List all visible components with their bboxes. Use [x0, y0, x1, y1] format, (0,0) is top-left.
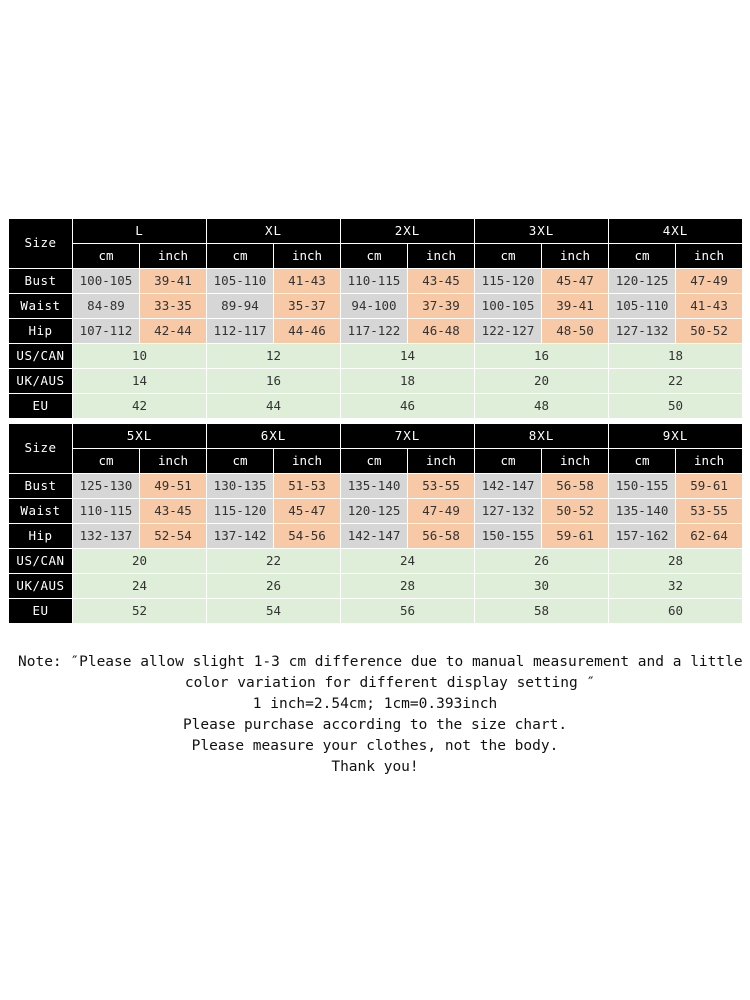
cell-us-can-7XL: 24: [341, 549, 475, 574]
cell-eu-XL: 44: [207, 394, 341, 419]
cell-uk-aus-8XL: 30: [475, 574, 609, 599]
row-label-bust: Bust: [9, 269, 73, 294]
cell-waist-inch-4XL: 41-43: [676, 294, 743, 319]
cell-waist-cm-5XL: 110-115: [73, 499, 140, 524]
cell-waist-inch-L: 33-35: [140, 294, 207, 319]
cell-waist-cm-2XL: 94-100: [341, 294, 408, 319]
note-line-3: 1 inch=2.54cm; 1cm=0.393inch: [252, 696, 498, 712]
header-size-L: L: [73, 219, 207, 244]
cell-hip-inch-L: 42-44: [140, 319, 207, 344]
header-size-label: Size: [9, 424, 73, 474]
cell-bust-inch-7XL: 53-55: [408, 474, 475, 499]
note-line-5: Please measure your clothes, not the body.: [191, 738, 559, 754]
header-unit-inch: inch: [408, 449, 475, 474]
cell-us-can-2XL: 14: [341, 344, 475, 369]
cell-bust-cm-3XL: 115-120: [475, 269, 542, 294]
cell-hip-inch-3XL: 48-50: [542, 319, 609, 344]
cell-bust-cm-5XL: 125-130: [73, 474, 140, 499]
header-size-XL: XL: [207, 219, 341, 244]
cell-hip-cm-L: 107-112: [73, 319, 140, 344]
cell-waist-cm-7XL: 120-125: [341, 499, 408, 524]
cell-hip-inch-2XL: 46-48: [408, 319, 475, 344]
cell-waist-inch-5XL: 43-45: [140, 499, 207, 524]
cell-bust-inch-5XL: 49-51: [140, 474, 207, 499]
cell-uk-aus-4XL: 22: [609, 369, 743, 394]
cell-hip-cm-3XL: 122-127: [475, 319, 542, 344]
header-size-7XL: 7XL: [341, 424, 475, 449]
cell-waist-inch-6XL: 45-47: [274, 499, 341, 524]
table-row: [9, 499, 743, 524]
cell-bust-inch-2XL: 43-45: [408, 269, 475, 294]
cell-uk-aus-5XL: 24: [73, 574, 207, 599]
note-line-2: color variation for different display setting ″: [184, 675, 596, 691]
cell-hip-inch-4XL: 50-52: [676, 319, 743, 344]
cell-bust-inch-6XL: 51-53: [274, 474, 341, 499]
table-row: [9, 344, 743, 369]
size-table-block-1: [8, 218, 743, 419]
row-label-uk-aus: UK/AUS: [9, 574, 73, 599]
cell-bust-cm-4XL: 120-125: [609, 269, 676, 294]
cell-us-can-3XL: 16: [475, 344, 609, 369]
header-unit-cm: cm: [73, 449, 140, 474]
header-unit-cm: cm: [341, 449, 408, 474]
cell-bust-inch-9XL: 59-61: [676, 474, 743, 499]
header-size-5XL: 5XL: [73, 424, 207, 449]
header-unit-cm: cm: [475, 244, 542, 269]
cell-eu-7XL: 56: [341, 599, 475, 624]
header-unit-inch: inch: [542, 449, 609, 474]
cell-hip-inch-XL: 44-46: [274, 319, 341, 344]
header-unit-cm: cm: [609, 449, 676, 474]
cell-waist-inch-2XL: 37-39: [408, 294, 475, 319]
row-label-us-can: US/CAN: [9, 549, 73, 574]
cell-waist-inch-3XL: 39-41: [542, 294, 609, 319]
header-unit-cm: cm: [475, 449, 542, 474]
cell-waist-inch-8XL: 50-52: [542, 499, 609, 524]
cell-eu-2XL: 46: [341, 394, 475, 419]
header-unit-cm: cm: [609, 244, 676, 269]
header-size-label: Size: [9, 219, 73, 269]
cell-uk-aus-9XL: 32: [609, 574, 743, 599]
cell-bust-inch-L: 39-41: [140, 269, 207, 294]
table-header-row-sizes: [9, 219, 743, 244]
cell-waist-cm-8XL: 127-132: [475, 499, 542, 524]
cell-waist-cm-9XL: 135-140: [609, 499, 676, 524]
cell-hip-cm-2XL: 117-122: [341, 319, 408, 344]
cell-hip-inch-6XL: 54-56: [274, 524, 341, 549]
cell-bust-cm-7XL: 135-140: [341, 474, 408, 499]
cell-eu-4XL: 50: [609, 394, 743, 419]
cell-waist-inch-9XL: 53-55: [676, 499, 743, 524]
cell-hip-cm-7XL: 142-147: [341, 524, 408, 549]
table-header-row-units: [9, 244, 743, 269]
table-row: [9, 524, 743, 549]
row-label-waist: Waist: [9, 499, 73, 524]
cell-waist-cm-XL: 89-94: [207, 294, 274, 319]
notes-section: [0, 652, 750, 778]
header-unit-inch: inch: [140, 244, 207, 269]
table-row: [9, 474, 743, 499]
size-chart-container: [8, 218, 742, 624]
cell-hip-inch-5XL: 52-54: [140, 524, 207, 549]
header-unit-inch: inch: [140, 449, 207, 474]
note-line-6: Thank you!: [331, 759, 419, 775]
table-row: [9, 599, 743, 624]
cell-bust-inch-4XL: 47-49: [676, 269, 743, 294]
cell-eu-3XL: 48: [475, 394, 609, 419]
header-size-4XL: 4XL: [609, 219, 743, 244]
header-unit-inch: inch: [676, 449, 743, 474]
table-row: [9, 294, 743, 319]
header-unit-inch: inch: [274, 244, 341, 269]
row-label-us-can: US/CAN: [9, 344, 73, 369]
cell-bust-cm-L: 100-105: [73, 269, 140, 294]
cell-bust-cm-2XL: 110-115: [341, 269, 408, 294]
header-unit-inch: inch: [274, 449, 341, 474]
row-label-eu: EU: [9, 394, 73, 419]
cell-eu-6XL: 54: [207, 599, 341, 624]
cell-us-can-9XL: 28: [609, 549, 743, 574]
table-row: [9, 319, 743, 344]
header-unit-cm: cm: [207, 449, 274, 474]
cell-bust-cm-6XL: 130-135: [207, 474, 274, 499]
cell-bust-inch-8XL: 56-58: [542, 474, 609, 499]
row-label-hip: Hip: [9, 319, 73, 344]
header-unit-inch: inch: [408, 244, 475, 269]
table-header-row-units: [9, 449, 743, 474]
note-line-4: Please purchase according to the size chart.: [182, 717, 568, 733]
row-label-waist: Waist: [9, 294, 73, 319]
row-label-eu: EU: [9, 599, 73, 624]
cell-uk-aus-2XL: 18: [341, 369, 475, 394]
cell-hip-cm-4XL: 127-132: [609, 319, 676, 344]
cell-waist-cm-4XL: 105-110: [609, 294, 676, 319]
cell-us-can-XL: 12: [207, 344, 341, 369]
header-unit-cm: cm: [73, 244, 140, 269]
cell-waist-inch-7XL: 47-49: [408, 499, 475, 524]
header-size-8XL: 8XL: [475, 424, 609, 449]
cell-us-can-6XL: 22: [207, 549, 341, 574]
cell-hip-inch-9XL: 62-64: [676, 524, 743, 549]
cell-us-can-5XL: 20: [73, 549, 207, 574]
table-row: [9, 549, 743, 574]
cell-hip-cm-9XL: 157-162: [609, 524, 676, 549]
cell-uk-aus-L: 14: [73, 369, 207, 394]
row-label-hip: Hip: [9, 524, 73, 549]
cell-hip-cm-XL: 112-117: [207, 319, 274, 344]
cell-bust-inch-XL: 41-43: [274, 269, 341, 294]
cell-hip-cm-6XL: 137-142: [207, 524, 274, 549]
cell-hip-inch-8XL: 59-61: [542, 524, 609, 549]
header-size-3XL: 3XL: [475, 219, 609, 244]
table-row: [9, 369, 743, 394]
cell-eu-L: 42: [73, 394, 207, 419]
cell-bust-cm-9XL: 150-155: [609, 474, 676, 499]
cell-uk-aus-3XL: 20: [475, 369, 609, 394]
cell-uk-aus-XL: 16: [207, 369, 341, 394]
table-row: [9, 574, 743, 599]
cell-waist-cm-3XL: 100-105: [475, 294, 542, 319]
header-size-9XL: 9XL: [609, 424, 743, 449]
header-unit-cm: cm: [207, 244, 274, 269]
cell-waist-cm-6XL: 115-120: [207, 499, 274, 524]
cell-uk-aus-6XL: 26: [207, 574, 341, 599]
header-unit-inch: inch: [542, 244, 609, 269]
row-label-bust: Bust: [9, 474, 73, 499]
cell-eu-5XL: 52: [73, 599, 207, 624]
cell-bust-cm-XL: 105-110: [207, 269, 274, 294]
cell-bust-inch-3XL: 45-47: [542, 269, 609, 294]
header-unit-cm: cm: [341, 244, 408, 269]
table-row: [9, 269, 743, 294]
cell-waist-cm-L: 84-89: [73, 294, 140, 319]
table-row: [9, 394, 743, 419]
header-size-6XL: 6XL: [207, 424, 341, 449]
row-label-uk-aus: UK/AUS: [9, 369, 73, 394]
cell-us-can-8XL: 26: [475, 549, 609, 574]
cell-hip-cm-5XL: 132-137: [73, 524, 140, 549]
header-size-2XL: 2XL: [341, 219, 475, 244]
size-table-block-2: [8, 423, 743, 624]
cell-hip-inch-7XL: 56-58: [408, 524, 475, 549]
cell-eu-8XL: 58: [475, 599, 609, 624]
cell-us-can-4XL: 18: [609, 344, 743, 369]
cell-hip-cm-8XL: 150-155: [475, 524, 542, 549]
cell-waist-inch-XL: 35-37: [274, 294, 341, 319]
header-unit-inch: inch: [676, 244, 743, 269]
cell-eu-9XL: 60: [609, 599, 743, 624]
cell-uk-aus-7XL: 28: [341, 574, 475, 599]
table-header-row-sizes: [9, 424, 743, 449]
cell-bust-cm-8XL: 142-147: [475, 474, 542, 499]
note-line-1: Note: ″Please allow slight 1-3 cm difference due to manual measurement and a little: [18, 654, 743, 670]
cell-us-can-L: 10: [73, 344, 207, 369]
